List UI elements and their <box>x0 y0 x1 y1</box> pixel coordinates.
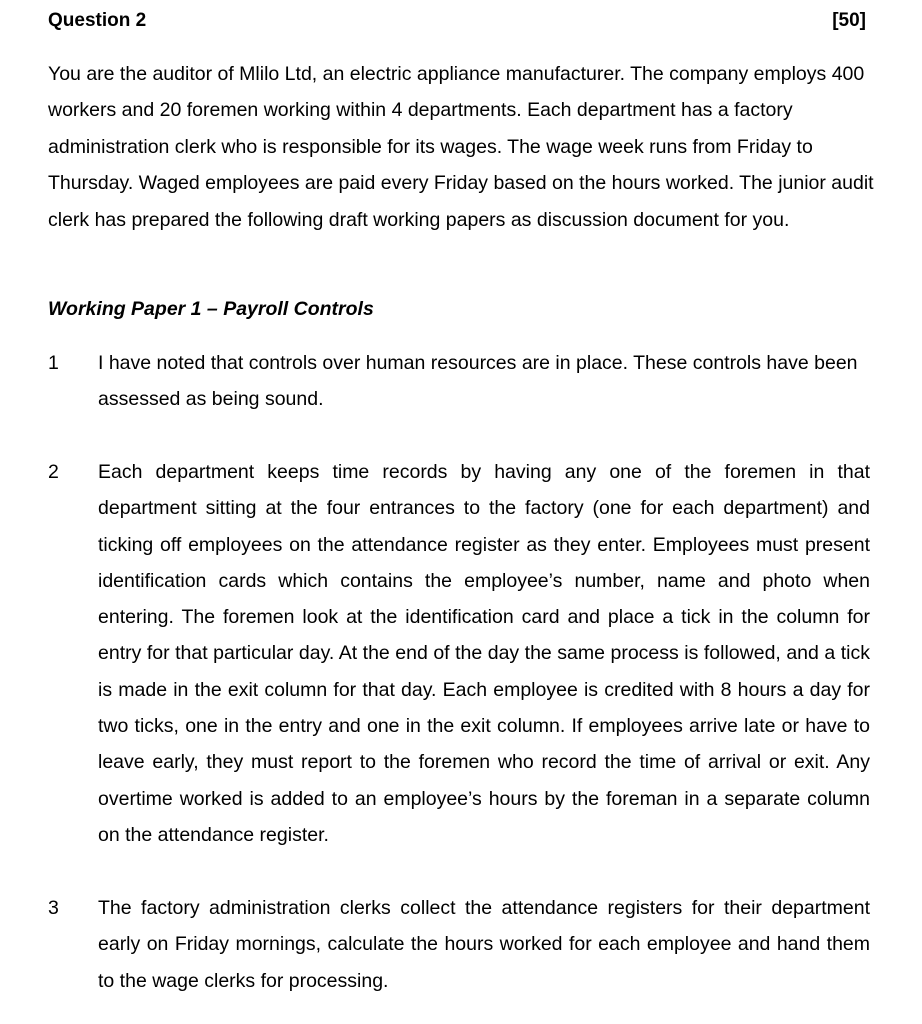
working-paper-title: Working Paper 1 – Payroll Controls <box>48 298 374 320</box>
item-text: Each department keeps time records by having any one of the foremen in that department sitting at the four entrances to the factory (one for each department) and ticking off employees on the attendance register as they enter. Employees must present identification cards which contains the employee’s number, name and photo when entering. The foremen look at the identification card and place a tick in the column for entry for that particular day. At the end of the day the same process is followed, and a tick is made in the exit column for that day. Each employee is credited with 8 hours a day for two ticks, one in the entry and one in the exit column. If employees arrive late or have to leave early, they must report to the foremen who record the time of arrival or exit. Any overtime worked is added to an employee’s hours by the foreman in a separate column on the attendance register. <box>98 461 870 846</box>
list-item <box>48 454 870 853</box>
question-header <box>48 10 866 38</box>
intro-paragraph: You are the auditor of Mlilo Ltd, an electric appliance manufacturer. The company employs 400 workers and 20 foremen working within 4 departments. Each department has a factory administration clerk who is responsible for its wages. The wage week runs from Friday to Thursday. Waged employees are paid every Friday based on the hours worked. The junior audit clerk has prepared the following draft working papers as discussion document for you. <box>48 63 874 231</box>
item-text: The factory administration clerks collect the attendance registers for their department early on Friday mornings, calculate the hours worked for each employee and hand them to the wage clerks for processing. <box>98 897 870 992</box>
question-title: Question 2 <box>48 10 147 31</box>
list-item <box>48 890 870 999</box>
question-marks: [50] <box>832 10 866 31</box>
item-text: I have noted that controls over human resources are in place. These controls have been assessed as being sound. <box>98 352 858 411</box>
item-number: 2 <box>48 461 59 483</box>
item-number: 3 <box>48 897 59 919</box>
list-item <box>48 345 870 418</box>
item-number: 1 <box>48 352 59 374</box>
